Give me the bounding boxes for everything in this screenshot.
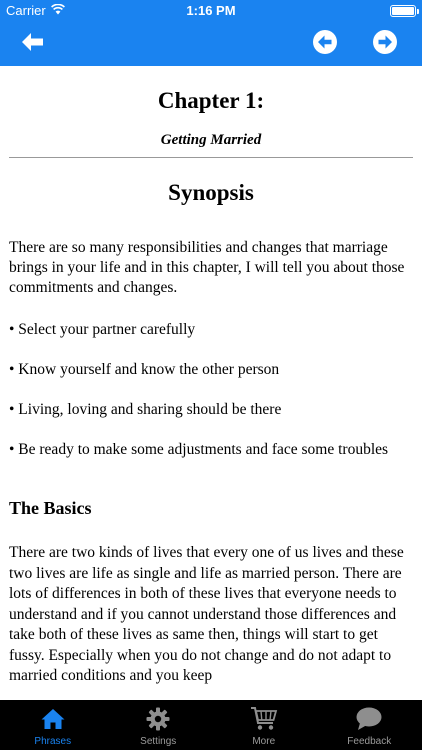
list-item: • Select your partner carefully — [9, 321, 196, 338]
previous-chapter-button[interactable] — [310, 29, 340, 59]
tab-label: Settings — [140, 736, 177, 747]
tab-label: Phrases — [34, 736, 72, 747]
cart-icon — [250, 704, 278, 734]
circle-arrow-right-icon — [372, 29, 398, 60]
back-arrow-icon — [20, 31, 46, 58]
tab-settings[interactable] — [106, 700, 212, 750]
list-item: • Living, loving and sharing should be there — [9, 401, 282, 418]
next-chapter-button[interactable] — [370, 29, 400, 59]
tab-label: More — [252, 736, 276, 747]
tab-more[interactable] — [211, 700, 317, 750]
section-title: Synopsis — [168, 180, 254, 205]
tab-label: Feedback — [347, 736, 392, 747]
circle-arrow-left-icon — [312, 29, 338, 60]
status-bar — [0, 0, 422, 22]
navigation-bar — [0, 22, 422, 66]
chapter-subtitle: Getting Married — [160, 132, 262, 148]
tab-phrases[interactable] — [0, 700, 106, 750]
chapter-content[interactable] — [0, 66, 422, 700]
tab-bar — [0, 700, 422, 750]
chat-bubble-icon — [355, 704, 383, 734]
battery-icon — [390, 5, 416, 17]
back-button[interactable] — [18, 29, 48, 59]
bullet-list — [9, 320, 413, 460]
carrier-label: Carrier — [6, 3, 46, 18]
intro-paragraph: There are so many responsibilities and changes that marriage brings in your life and in this chapter, I will tell you about those commitments and changes. — [9, 239, 405, 296]
subheading: The Basics — [9, 498, 92, 518]
chapter-title: Chapter 1: — [157, 88, 265, 113]
tab-feedback[interactable] — [317, 700, 422, 750]
list-item: • Be ready to make some adjustments and face some troubles — [9, 441, 389, 458]
status-time: 1:16 PM — [186, 3, 236, 18]
list-item: • Know yourself and know the other person — [9, 361, 280, 378]
home-icon — [39, 704, 67, 734]
divider — [9, 157, 413, 158]
gear-icon — [144, 704, 172, 734]
basics-paragraph: There are two kinds of lives that every one of us lives and these two lives are life as single and life as married person. There are lots of differences in both of these lives that everyone needs to understand and if you cannot understand those differences and take both of these lives as same then, things will start to get fussy. Especially when you do not change and do not adapt to married conditions and you keep — [9, 544, 404, 684]
